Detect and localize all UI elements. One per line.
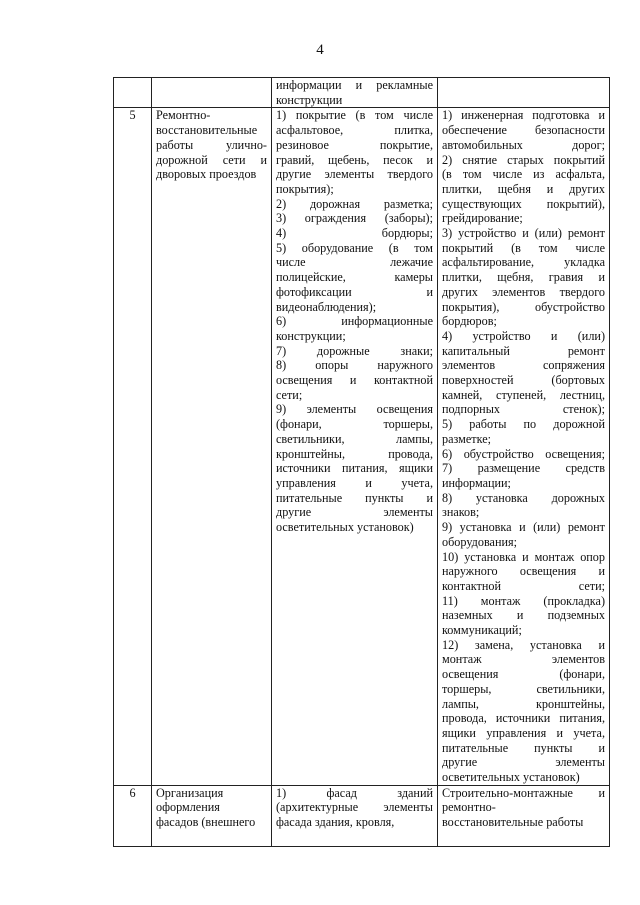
cell-line: грейдирование; [442,211,523,226]
cell-line: элементов сопряжения [442,358,605,373]
cell-line: наружного освещения и [442,564,605,579]
row-number-cell: 6 [114,785,152,846]
cell-line: питательные пункты и [276,490,433,505]
row-name-cell [152,108,272,785]
cell-line: обеспечение безопасности [442,123,605,138]
cell-line: плитки, щебня, гравия и [442,270,605,285]
row-objects-cell [272,78,438,108]
cell-line: 9) установка и (или) ремонт [442,520,605,535]
cell-line: Строительно-монтажные и [442,785,605,800]
cell-line: 9) элементы освещения [276,402,433,417]
cell-line: 11) монтаж (прокладка) [442,593,605,608]
row-works-cell [438,785,610,846]
cell-line: провода, источники питания, [442,711,605,726]
cell-line: полицейские, камеры [276,270,433,285]
table-row-5 [114,108,610,785]
cell-line: покрытия); [276,181,334,196]
works-table [113,77,610,847]
cell-line: осветительных установок) [442,770,580,785]
row-objects-cell [272,785,438,846]
cell-line: 3) устройство и (или) ремонт [442,226,605,241]
cell-line: 8) опоры наружного [276,358,433,373]
cell-line: дворовых проездов [156,167,257,182]
cell-line: асфальтирование, укладка [442,255,605,270]
cell-line: гравий, щебень, песок и [276,152,433,167]
cell-line: существующих покрытий), [442,196,605,211]
cell-line: источники питания, ящики [276,461,433,476]
cell-line: 4) устройство и (или) [442,328,605,343]
cell-line: разметке; [442,431,492,446]
cell-line: покрытий (в том числе [442,240,605,255]
cell-line: наземных и подземных [442,608,605,623]
row-name-cell [152,785,272,846]
cell-line: управления и учета, [276,475,433,490]
cell-line: информации; [442,475,511,490]
cell-line: 4) бордюры; [276,226,433,241]
row-works-cell [438,108,610,785]
cell-line: 1) покрытие (в том числе [276,108,433,123]
cell-line: (архитектурные элементы [276,800,433,815]
cell-line: капитальный ремонт [442,343,605,358]
cell-line: лампы, кронштейны, [442,696,605,711]
cell-line: 6) обустройство освещения; [442,446,605,461]
table-row-6 [114,785,610,846]
cell-line: оборудования; [442,534,517,549]
row-works-cell [438,78,610,108]
cell-line: кронштейны, провода, [276,446,433,461]
row-number-cell: 5 [114,108,152,785]
cell-line: светильники, лампы, [276,431,433,446]
cell-line: 10) установка и монтаж опор [442,549,605,564]
cell-line: камней, ступеней, лестниц, [442,387,605,402]
cell-line: 7) дорожные знаки; [276,343,433,358]
cell-line: Ремонтно- [156,108,211,123]
cell-line: конструкции [276,92,343,107]
page-number: 4 [316,42,324,58]
cell-line: 7) размещение средств [442,461,605,476]
cell-line: фасадов (внешнего [156,815,256,830]
cell-line: 1) фасад зданий [276,785,433,800]
cell-line: освещения и контактной [276,373,433,388]
cell-line: автомобильных дорог; [442,137,605,152]
cell-line: контактной сети; [442,578,605,593]
cell-line: ремонтно- [442,800,496,815]
cell-line: коммуникаций; [442,623,522,638]
cell-line: (фонари, торшеры, [276,417,433,432]
cell-line: 12) замена, установка и [442,637,605,652]
cell-line: знаков; [442,505,480,520]
cell-line: освещения (фонари, [442,667,605,682]
cell-line: 5) работы по дорожной [442,417,605,432]
cell-line: конструкции; [276,328,346,343]
cell-line: подпорных стенок); [442,402,605,417]
cell-line: 5) оборудование (в том [276,240,433,255]
cell-line: восстановительные работы [442,815,584,830]
cell-line: другие элементы твердого [276,167,433,182]
cell-line: информации и рекламные [276,78,433,92]
row-objects-cell [272,108,438,785]
cell-line: (в том числе из асфальта, [442,167,605,182]
cell-line: осветительных установок) [276,520,414,535]
cell-line: восстановительные [156,123,258,138]
cell-line: видеонаблюдения); [276,299,377,314]
table-row-continuation [114,78,610,108]
cell-line: 2) дорожная разметка; [276,196,433,211]
cell-line: работы улично- [156,137,267,152]
cell-line: плитки, щебня и других [442,181,605,196]
cell-line: фотофиксации и [276,284,433,299]
cell-line: поверхностей (бортовых [442,373,605,388]
cell-line: покрытия), обустройство [442,299,605,314]
cell-line: 8) установка дорожных [442,490,605,505]
cell-line: 2) снятие старых покрытий [442,152,605,167]
cell-line: 1) инженерная подготовка и [442,108,605,123]
row-name-cell [152,78,272,108]
cell-line: другие элементы [442,755,605,770]
cell-line: питательные пункты и [442,740,605,755]
cell-line: торшеры, светильники, [442,681,605,696]
cell-line: других элементов твердого [442,284,605,299]
cell-line: сети; [276,387,303,402]
cell-line: дорожной сети и [156,152,267,167]
cell-line: резиновое покрытие, [276,137,433,152]
cell-line: асфальтовое, плитка, [276,123,433,138]
cell-line: Организация [156,785,224,800]
cell-line: оформления [156,800,220,815]
cell-line: бордюров; [442,314,497,329]
cell-line: фасада здания, кровля, [276,815,395,830]
cell-line: другие элементы [276,505,433,520]
cell-line: числе лежачие [276,255,433,270]
cell-line: 6) информационные [276,314,433,329]
row-number-cell [114,78,152,108]
cell-line: ящики управления и учета, [442,725,605,740]
cell-line: 3) ограждения (заборы); [276,211,433,226]
cell-line: монтаж элементов [442,652,605,667]
